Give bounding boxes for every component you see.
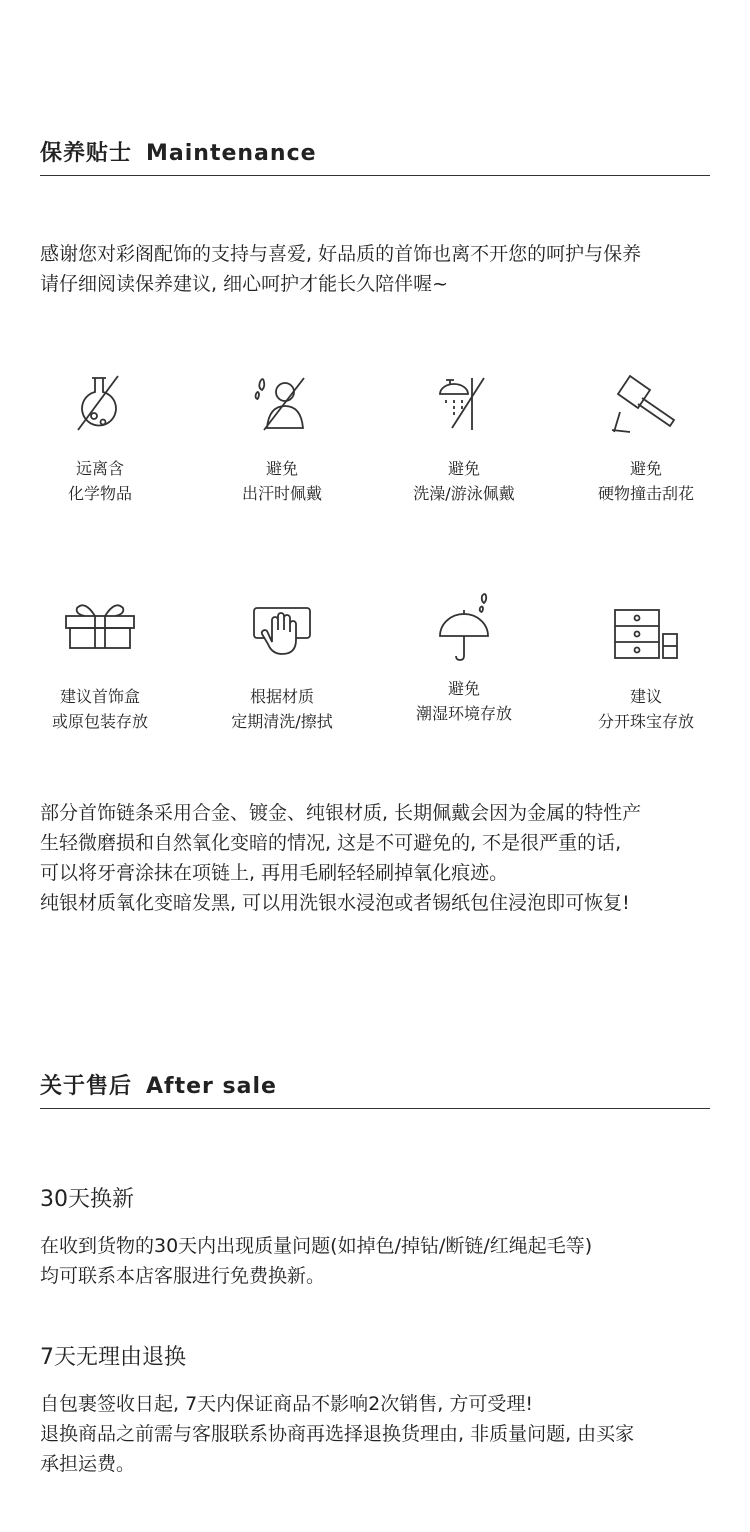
note-line: 生轻微磨损和自然氧化变暗的情况, 这是不可避免的, 不是很严重的话, (40, 832, 622, 854)
sweat-person-crossed-icon (252, 372, 312, 434)
care-item-line1: 避免 (447, 679, 480, 698)
maintenance-heading (40, 136, 710, 176)
care-item-line1: 远离含 (75, 459, 124, 478)
care-item-line2: 潮湿环境存放 (415, 704, 512, 723)
umbrella-icon (434, 592, 494, 662)
care-item-separate (556, 600, 736, 734)
care-item-line2: 化学物品 (67, 484, 132, 503)
care-item-line1: 避免 (447, 459, 480, 478)
maintenance-intro (40, 239, 730, 299)
shower-crossed-icon (434, 372, 494, 434)
after-sale-title-cn: 关于售后 (40, 1074, 133, 1099)
care-item-line1: 建议 (629, 687, 662, 706)
policy-line: 承担运费。 (40, 1453, 136, 1475)
care-item-gift-box (10, 600, 190, 734)
policy-return-body (40, 1389, 730, 1479)
policy-exchange-body (40, 1231, 730, 1291)
maintenance-note (40, 798, 730, 918)
gift-box-icon (62, 600, 138, 662)
intro-line: 感谢您对彩阁配饰的支持与喜爱, 好品质的首饰也离不开您的呵护与保养 (40, 243, 642, 265)
care-item-line2: 出汗时佩戴 (241, 484, 322, 503)
care-item-line2: 硬物撞击刮花 (597, 484, 694, 503)
care-item-line2: 洗澡/游泳佩戴 (413, 484, 515, 503)
maintenance-title-cn: 保养贴士 (40, 141, 133, 166)
care-item-line1: 避免 (265, 459, 298, 478)
care-item-sweat (192, 372, 372, 506)
policy-exchange-title: 30天换新 (40, 1187, 134, 1212)
maintenance-title-en: Maintenance (146, 141, 317, 166)
policy-line: 均可联系本店客服进行免费换新。 (40, 1265, 326, 1287)
care-item-line2: 定期清洗/擦拭 (231, 712, 333, 731)
policy-return-title: 7天无理由退换 (40, 1345, 186, 1370)
care-item-chemicals (10, 372, 190, 506)
policy-line: 自包裹签收日起, 7天内保证商品不影响2次销售, 方可受理! (40, 1393, 533, 1415)
care-item-cleaning (192, 600, 372, 734)
hammer-icon (608, 372, 684, 434)
flask-crossed-icon (70, 372, 130, 434)
note-line: 部分首饰链条采用合金、镀金、纯银材质, 长期佩戴会因为金属的特性产 (40, 802, 642, 824)
care-item-line1: 根据材质 (249, 687, 314, 706)
care-item-scratch (556, 372, 736, 506)
note-line: 纯银材质氧化变暗发黑, 可以用洗银水浸泡或者锡纸包住浸泡即可恢复! (40, 892, 630, 914)
care-item-humidity (374, 592, 554, 726)
drawer-cabinet-icon (611, 600, 681, 662)
hand-wipe-icon (250, 600, 314, 662)
after-sale-title-en: After sale (146, 1074, 277, 1099)
care-item-line2: 或原包装存放 (51, 712, 148, 731)
care-item-line1: 建议首饰盒 (59, 687, 140, 706)
care-item-shower (374, 372, 554, 506)
care-item-line2: 分开珠宝存放 (597, 712, 694, 731)
policy-line: 退换商品之前需与客服联系协商再选择退换货理由, 非质量问题, 由买家 (40, 1423, 635, 1445)
intro-line: 请仔细阅读保养建议, 细心呵护才能长久陪伴喔~ (40, 273, 449, 295)
care-item-line1: 避免 (629, 459, 662, 478)
policy-line: 在收到货物的30天内出现质量问题(如掉色/掉钻/断链/红绳起毛等) (40, 1235, 593, 1257)
after-sale-heading (40, 1069, 710, 1109)
note-line: 可以将牙膏涂抹在项链上, 再用毛刷轻轻刷掉氧化痕迹。 (40, 862, 509, 884)
